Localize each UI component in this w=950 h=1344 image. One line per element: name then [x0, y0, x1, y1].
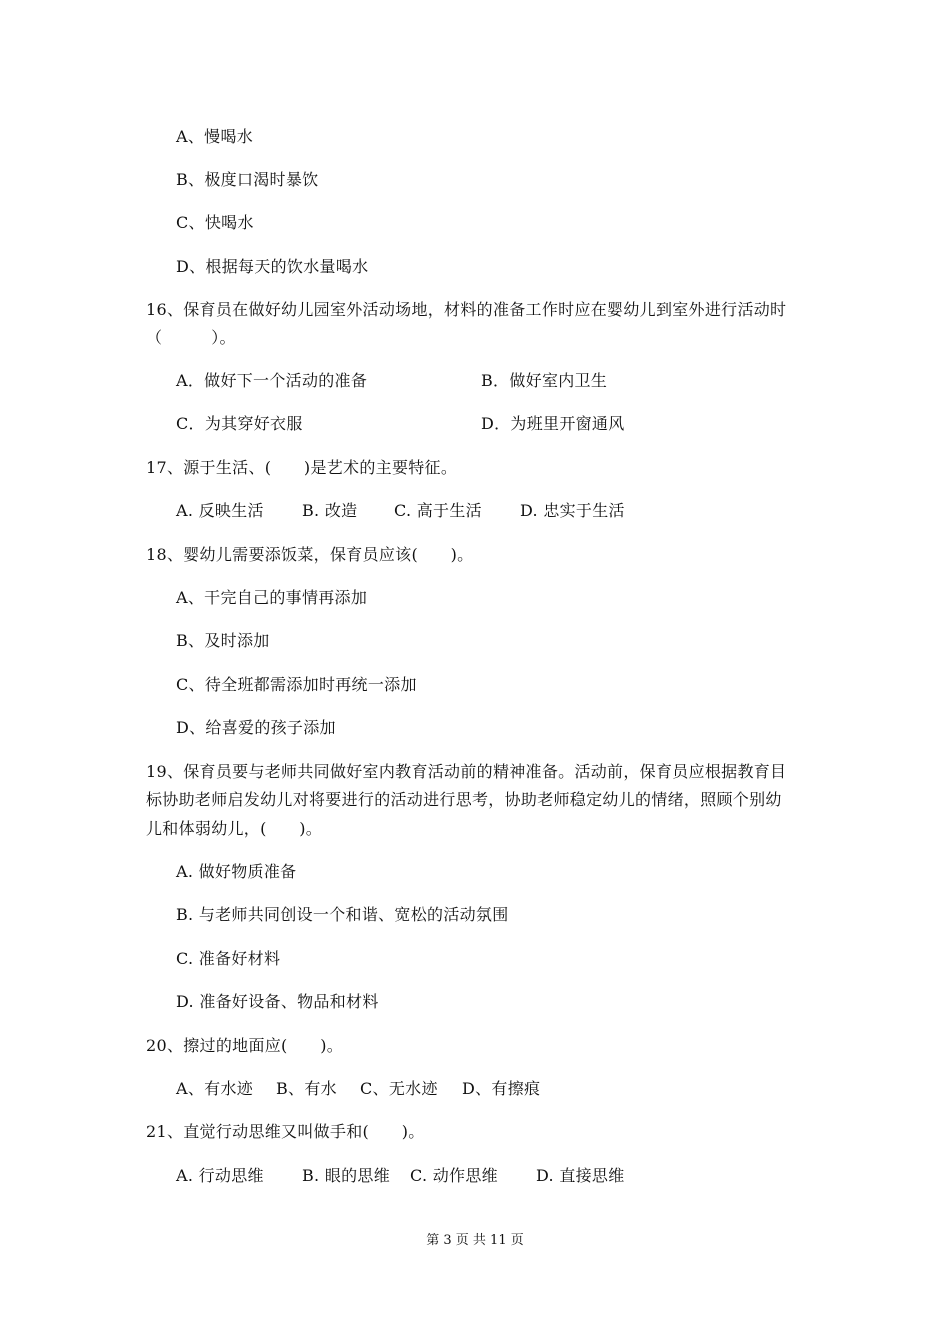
q17-option-d: D. 忠实于生活	[520, 501, 625, 520]
q18-option-b: B、及时添加	[176, 631, 270, 650]
q18-stem: 18、婴幼儿需要添饭菜，保育员应该( )。	[146, 545, 474, 564]
q19-option-c: C. 准备好材料	[176, 949, 281, 968]
q17-option-c: C. 高于生活	[394, 501, 482, 520]
q16-option-b: B．做好室内卫生	[481, 371, 608, 390]
q21-option-c: C. 动作思维	[410, 1166, 498, 1185]
q16-stem-line1: 16、保育员在做好幼儿园室外活动场地，材料的准备工作时应在婴幼儿到室外进行活动时	[146, 300, 787, 319]
q19-stem-line1: 19、保育员要与老师共同做好室内教育活动前的精神准备。活动前，保育员应根据教育目	[146, 762, 787, 781]
q15-option-b: B、极度口渴时暴饮	[176, 170, 319, 189]
q19-option-d: D. 准备好设备、物品和材料	[176, 992, 379, 1011]
q15-option-a: A、慢喝水	[176, 127, 254, 146]
q20-option-b: B、有水	[276, 1079, 337, 1098]
q19-option-b: B. 与老师共同创设一个和谐、宽松的活动氛围	[176, 905, 509, 924]
q16-option-c: C．为其穿好衣服	[176, 414, 303, 433]
q17-option-a: A. 反映生活	[176, 501, 264, 520]
q16-option-a: A．做好下一个活动的准备	[176, 371, 368, 390]
q15-option-c: C、快喝水	[176, 213, 254, 232]
q19-stem-line2: 标协助老师启发幼儿对将要进行的活动进行思考，协助老师稳定幼儿的情绪，照顾个别幼	[146, 790, 782, 809]
q17-stem: 17、源于生活、( )是艺术的主要特征。	[146, 458, 458, 477]
q16-option-d: D．为班里开窗通风	[481, 414, 625, 433]
q21-option-a: A. 行动思维	[176, 1166, 264, 1185]
q20-option-a: A、有水迹	[176, 1079, 254, 1098]
q20-option-c: C、无水迹	[360, 1079, 438, 1098]
q19-stem-line3: 儿和体弱幼儿，( )。	[146, 819, 323, 838]
q21-option-b: B. 眼的思维	[302, 1166, 391, 1185]
q16-stem-line2: （ ）。	[146, 328, 236, 347]
q17-option-b: B. 改造	[302, 501, 358, 520]
page-footer: 第 3 页 共 11 页	[426, 1233, 524, 1248]
q21-option-d: D. 直接思维	[536, 1166, 625, 1185]
q18-option-a: A、干完自己的事情再添加	[176, 588, 368, 607]
q21-stem: 21、直觉行动思维又叫做手和( )。	[146, 1122, 425, 1141]
q20-stem: 20、擦过的地面应( )。	[146, 1036, 344, 1055]
q20-option-d: D、有擦痕	[462, 1079, 541, 1098]
q15-option-d: D、根据每天的饮水量喝水	[176, 257, 369, 276]
q18-option-c: C、待全班都需添加时再统一添加	[176, 675, 417, 694]
q19-option-a: A. 做好物质准备	[176, 862, 297, 881]
q18-option-d: D、给喜爱的孩子添加	[176, 718, 336, 737]
